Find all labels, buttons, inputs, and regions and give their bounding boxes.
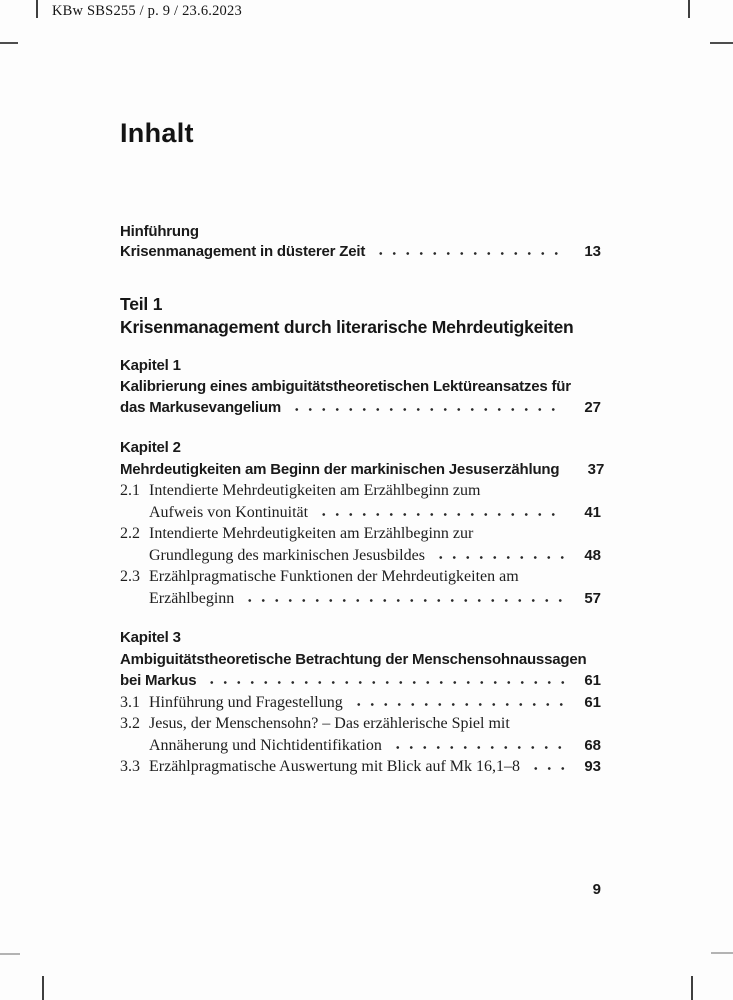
toc-block-kapitel-3 xyxy=(120,627,601,778)
toc-section-number: 2.1 xyxy=(120,482,140,499)
dot-leader xyxy=(290,407,565,412)
toc-part-title xyxy=(120,316,601,339)
crop-mark-bottom-right-vertical xyxy=(691,976,693,1000)
toc-section-number: 3.3 xyxy=(120,758,140,775)
folio-page-number: 9 xyxy=(592,881,601,898)
toc-chapter-title-line xyxy=(120,459,605,481)
toc-section-number: 2.3 xyxy=(120,568,140,585)
dot-leader xyxy=(374,251,565,256)
toc-section-number: 2.2 xyxy=(120,525,140,542)
toc-section-line xyxy=(120,566,601,588)
toc-page-number: 27 xyxy=(584,399,601,416)
toc-chapter-title-line xyxy=(120,649,601,671)
toc-section-title: Aufweis von Kontinuität xyxy=(149,503,309,521)
proof-slug: KBw SBS255 / p. 9 / 23.6.2023 xyxy=(52,3,242,19)
crop-mark-bottom-right-horizontal xyxy=(711,952,733,954)
toc-section-title: Annäherung und Nichtidentifikation xyxy=(149,736,382,754)
toc-page-number: 68 xyxy=(584,736,601,754)
crop-mark-top-right-vertical xyxy=(688,0,690,18)
toc-section-line xyxy=(120,692,601,714)
toc-section-line xyxy=(120,523,601,545)
toc-entry-label xyxy=(120,222,601,242)
toc-chapter-title-line xyxy=(120,670,601,692)
toc-page-number: 41 xyxy=(584,503,601,521)
crop-mark-bottom-left-vertical xyxy=(42,976,44,1000)
toc-section-line xyxy=(120,545,601,567)
dot-leader xyxy=(205,680,565,685)
toc-section-title: Hinführung und Fragestellung xyxy=(149,693,343,711)
toc-page-number: 37 xyxy=(587,460,605,478)
toc-chapter-label-text: Kapitel 1 xyxy=(120,357,181,374)
toc-chapter-label xyxy=(120,627,601,649)
toc-block-hinfuehrung xyxy=(120,222,601,262)
dot-leader xyxy=(243,598,565,603)
toc-block-kapitel-2 xyxy=(120,437,605,609)
toc-chapter-label xyxy=(120,437,601,459)
toc-page-number: 61 xyxy=(584,672,601,689)
toc-block-kapitel-1 xyxy=(120,355,601,418)
toc-chapter-label-text: Kapitel 3 xyxy=(120,629,181,646)
toc-entry-line xyxy=(120,242,601,262)
toc-chapter-title-text: Mehrdeutigkeiten am Beginn der markinischen Jesuserzählung xyxy=(120,460,560,478)
toc-page-number: 13 xyxy=(584,243,601,260)
toc-section-line xyxy=(120,756,601,778)
toc-entry-title: Krisenmanagement in düsterer Zeit xyxy=(120,243,366,260)
dot-leader xyxy=(434,555,565,560)
toc-chapter-label xyxy=(120,355,601,376)
dot-leader xyxy=(391,745,565,750)
toc-page-number: 61 xyxy=(584,693,601,711)
toc-chapter-title-line xyxy=(120,397,601,418)
toc-chapter-title-text: bei Markus xyxy=(120,672,197,689)
dot-leader xyxy=(317,512,565,517)
toc-chapter-label-text: Kapitel 2 xyxy=(120,439,181,456)
toc-section-line xyxy=(120,588,601,610)
crop-mark-top-left-vertical xyxy=(36,0,38,18)
toc-entry-label-text: Hinführung xyxy=(120,223,199,240)
toc-section-title: Grundlegung des markinischen Jesusbildes xyxy=(149,546,425,564)
toc-page-number: 57 xyxy=(584,589,601,607)
toc-section-title: Intendierte Mehrdeutigkeiten am Erzählbeginn zur xyxy=(149,525,474,542)
toc-chapter-title-text: Ambiguitätstheoretische Betrachtung der Menschensohnaussagen xyxy=(120,650,587,668)
toc-section-title: Intendierte Mehrdeutigkeiten am Erzählbeginn zum xyxy=(149,482,481,499)
toc-section-line xyxy=(120,713,601,735)
toc-chapter-title-text: das Markusevangelium xyxy=(120,399,282,416)
toc-part-label-text: Teil 1 xyxy=(120,294,163,314)
toc-block-teil-1 xyxy=(120,293,601,339)
toc-section-line xyxy=(120,480,601,502)
toc-section-title: Erzählbeginn xyxy=(149,589,235,607)
toc-section-number: 3.1 xyxy=(120,693,140,711)
toc-part-label xyxy=(120,293,601,316)
dot-leader xyxy=(529,766,565,771)
dot-leader xyxy=(352,702,565,707)
toc-part-title-text: Krisenmanagement durch literarische Mehrdeutigkeiten xyxy=(120,317,574,337)
crop-mark-bottom-left-horizontal xyxy=(0,953,20,955)
toc-section-number: 3.2 xyxy=(120,715,140,732)
crop-mark-right-horizontal xyxy=(710,42,733,44)
toc-chapter-title-line xyxy=(120,376,601,397)
toc-section-line xyxy=(120,735,601,757)
crop-mark-left-horizontal xyxy=(0,42,18,44)
toc-page-number: 48 xyxy=(584,546,601,564)
toc-section-title: Erzählpragmatische Auswertung mit Blick auf Mk 16,1–8 xyxy=(149,758,521,775)
toc-section-line xyxy=(120,502,601,524)
toc-section-title: Jesus, der Menschensohn? – Das erzählerische Spiel mit xyxy=(149,715,510,732)
toc-page-number: 93 xyxy=(584,758,601,775)
toc-chapter-title-text: Kalibrierung eines ambiguitätstheoretischen Lektüreansatzes für xyxy=(120,378,571,395)
page-title: Inhalt xyxy=(120,118,194,148)
toc-section-title: Erzählpragmatische Funktionen der Mehrdeutigkeiten am xyxy=(149,568,519,585)
